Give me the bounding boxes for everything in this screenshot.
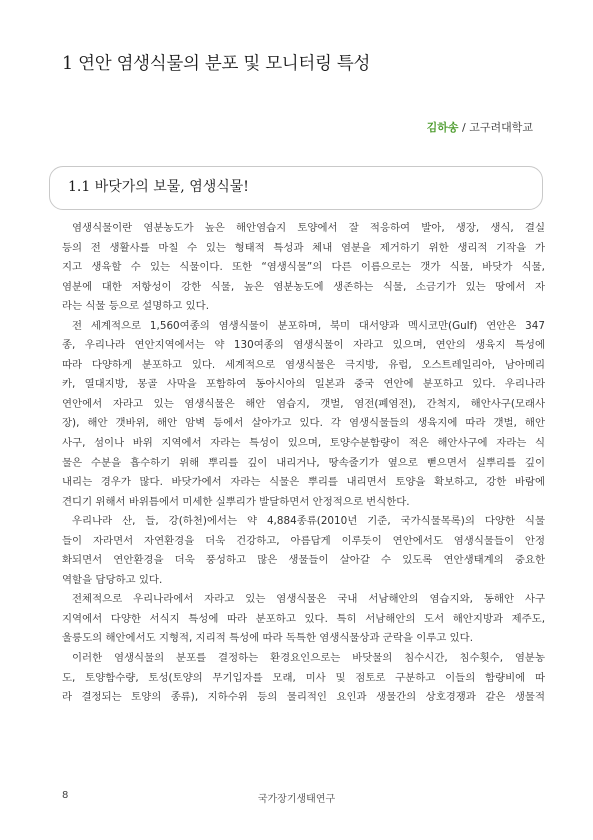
section-title: 1.1 바닷가의 보물, 염생식물! [68, 179, 249, 195]
text-line: 연안에서 자라고 있는 염생식물은 해안 염습지, 갯벌, 염전(폐염전), 간척지, 해안사구(모래사 [62, 397, 545, 410]
text-line: 전 세계적으로 1,560여종의 염생식물이 분포하며, 북미 대서양과 멕시코만(Gulf) 연안은 347 [72, 319, 545, 332]
text-line: 염분에 대한 저항성이 강한 식물, 높은 염분농도에 생존하는 식물, 소금기가 있는 땅에서 자 [62, 280, 545, 293]
page-number: 8 [62, 790, 69, 801]
text-line: 염생식물이란 염분농도가 높은 해안염습지 토양에서 잘 적응하여 발아, 생장, 생식, 결실 [72, 222, 545, 234]
text-line: 지고 생육할 수 있는 식물이다. 또한 “염생식물”의 다른 이름으로는 갯가 식물, 바닷가 식물, [62, 261, 545, 274]
text-line: 울릉도의 해안에서도 지형적, 지리적 특성에 따라 독특한 염생식물상과 군락을 이루고 있다. [62, 632, 474, 645]
text-line: 도, 토양함수량, 토성(토양의 무기입자를 모래, 미사 및 점토로 구분하고 이들의 함량비에 따 [62, 671, 545, 684]
text-line: 역할을 담당하고 있다. [62, 573, 163, 586]
author-name: 김하송 [426, 121, 459, 134]
text-line: 이러한 염생식물의 분포를 결정하는 환경요인으로는 바닷물의 침수시간, 침수횟수, 염분농 [72, 652, 545, 665]
author-affiliation: 고구려대학교 [469, 121, 533, 134]
body-text [62, 219, 545, 708]
text-line: 장), 해안 갯바위, 해안 암벽 등에서 살아가고 있다. 각 염생식물들의 생육지에 따라 갯벌, 해안 [62, 417, 545, 430]
text-line: 등의 전 생활사를 마칠 수 있는 형태적 특성과 체내 염분을 제거하기 위한 생리적 기작을 가 [62, 241, 545, 254]
chapter-title: 1 연안 염생식물의 분포 및 모니터링 특성 [62, 54, 371, 74]
author-line [427, 119, 533, 135]
text-line: 지역에서 다양한 서식지 특성에 따라 분포하고 있다. 특히 서남해안의 도서 해안지방과 제주도, [62, 612, 545, 625]
text-line: 전체적으로 우리나라에서 자라고 있는 염생식물은 국내 서남해안의 염습지와, 동해안 사구 [72, 593, 545, 606]
running-footer: 국가장기생태연구 [257, 794, 336, 805]
text-line: 라 결정되는 토양의 종류), 지하수위 등의 물리적인 요인과 생물간의 상호경쟁과 같은 생물적 [62, 691, 545, 704]
text-line: 내리는 경우가 많다. 바닷가에서 자라는 식물은 뿌리를 내리면서 토양을 확보하고, 강한 바람에 [62, 476, 545, 489]
text-line: 화되면서 연안환경을 더욱 풍성하고 많은 생물들이 살아갈 수 있도록 연안생태계의 중요한 [62, 554, 545, 567]
text-line: 사구, 섬이나 바위 지역에서 자라는 특성이 있으며, 토양수분함량이 적은 해안사구에 자라는 식 [62, 437, 545, 450]
author-separator: / [458, 121, 470, 134]
text-line: 종, 우리나라 연안지역에서는 약 130여종의 염생식물이 자라고 있으며, 연안의 생육지 특성에 [62, 339, 545, 352]
text-line: 라는 식물 등으로 설명하고 있다. [62, 300, 209, 313]
text-line: 들이 자라면서 자연환경을 더욱 건강하고, 아름답게 이루듯이 연안에서도 염생식물들이 안정 [62, 534, 545, 547]
text-line: 물은 수분을 흡수하기 위해 뿌리를 깊이 내리거나, 땅속줄기가 옆으로 뻗으면서 실뿌리를 깊이 [62, 456, 545, 469]
text-line: 우리나라 산, 들, 강(하천)에서는 약 4,884종류(2010년 기준, 국가식물목록)의 다양한 식물 [72, 515, 545, 528]
text-line: 카, 열대지방, 몽골 사막을 포함하여 동아시아의 일본과 중국 연안에 분포하고 있다. 우리나라 [62, 378, 545, 391]
text-line: 따라 다양하게 분포하고 있다. 세계적으로 염생식물은 극지방, 유럽, 오스트레일리아, 남아메리 [62, 358, 545, 371]
text-line: 견디기 위해서 바위틈에서 미세한 실뿌리가 발달하면서 안정적으로 번식한다. [62, 495, 410, 508]
